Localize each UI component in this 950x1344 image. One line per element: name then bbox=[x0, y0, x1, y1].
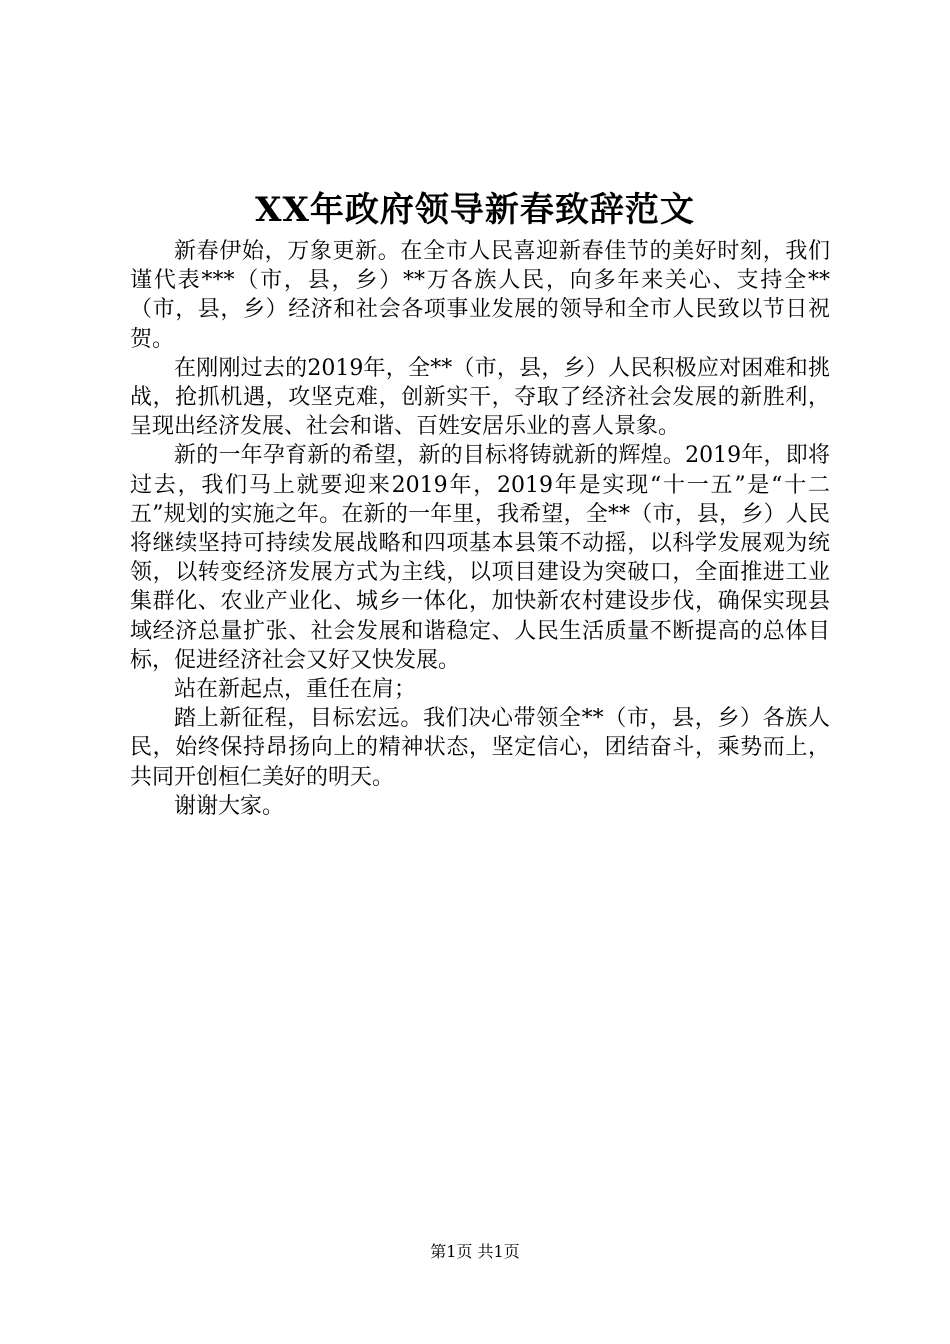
document-title: XX年政府领导新春致辞范文 bbox=[255, 190, 695, 230]
document-body bbox=[130, 237, 830, 821]
paragraph-outlook: 新的一年孕育新的希望，新的目标将铸就新的辉煌。2019年，即将过去，我们马上就要迎来2019年，2019年是实现“十一五”是“十二五”规划的实施之年。在新的一年里，我希望，全**（市，县，乡）人民将继续坚持可持续发展战略和四项基本县策不动摇，以科学发展观为统领，以转变经济发展方式为主线，以项目建设为突破口，全面推进工业集群化、农业产业化、城乡一体化，加快新农村建设步伐，确保实现县域经济总量扩张、社会发展和谐稳定、人民生活质量不断提高的总体目标，促进经济社会又好又快发展。 bbox=[130, 443, 830, 673]
paragraph-greeting: 新春伊始，万象更新。在全市人民喜迎新春佳节的美好时刻，我们谨代表***（市，县，乡）**万各族人民，向多年来关心、支持全**（市，县，乡）经济和社会各项事业发展的领导和全市人民致以节日祝贺。 bbox=[130, 239, 830, 352]
paragraph-new-start: 站在新起点，重任在肩； bbox=[174, 677, 417, 703]
paragraph-review: 在刚刚过去的2019年，全**（市，县，乡）人民积极应对困难和挑战，抢抓机遇，攻坚克难，创新实干，夺取了经济社会发展的新胜利，呈现出经济发展、社会和谐、百姓安居乐业的喜人景象。 bbox=[130, 355, 830, 440]
page-footer: 第1页 共1页 bbox=[430, 1242, 520, 1261]
paragraph-resolve: 踏上新征程，目标宏远。我们决心带领全**（市，县，乡）各族人民，始终保持昂扬向上的精神状态，坚定信心，团结奋斗，乘势而上，共同开创桓仁美好的明天。 bbox=[130, 706, 830, 790]
paragraph-thanks: 谢谢大家。 bbox=[174, 793, 285, 819]
